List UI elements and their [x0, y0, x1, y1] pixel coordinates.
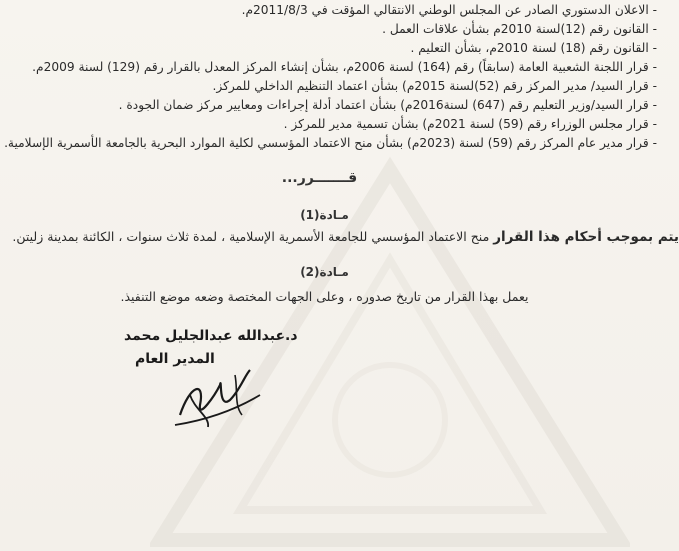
- decision-heading: قـــــــرر...: [281, 170, 358, 186]
- preamble-line-7: - قرار مجلس الوزراء رقم (59) لسنة 2021م) بشأن تسمية مدير للمركز .: [283, 117, 657, 131]
- article-1-text: [0, 229, 679, 245]
- signatory-name: د.عبدالله عبدالجليل محمد: [124, 328, 298, 344]
- signatory-title: المدير العام: [135, 351, 215, 367]
- article-1-lead: يتم بموجب أحكام هذا القرار: [493, 229, 679, 245]
- preamble-line-3: - القانون رقم (18) لسنة 2010م، بشأن التعليم .: [410, 41, 657, 55]
- preamble-line-2: - القانون رقم (12)لسنة 2010م بشأن علاقات العمل .: [382, 22, 657, 36]
- article-2-heading: مـادة(2): [300, 265, 349, 279]
- handwritten-signature: [160, 355, 270, 435]
- preamble-line-6: - قرار السيد/وزير التعليم رقم (647) لسنة2016م) بشأن اعتماد أدلة إجراءات ومعايير مركز ضمان الجودة .: [118, 98, 657, 112]
- preamble-line-4: - قرار اللجنة الشعبية العامة (سابقاً) رقم (164) لسنة 2006م، بشأن إنشاء المركز المعدل بالقرار رقم (129) لسنة 2009م.: [32, 60, 657, 74]
- article-1-body: منح الاعتماد المؤسسي للجامعة الأسمرية الإسلامية ، لمدة ثلاث سنوات ، الكائنة بمدينة زليتن.: [12, 229, 494, 244]
- article-2-text: يعمل بهذا القرار من تاريخ صدوره ، وعلى الجهات المختصة وضعه موضع التنفيذ.: [120, 289, 529, 304]
- preamble-line-5: - قرار السيد/ مدير المركز رقم (52)لسنة 2015م) بشأن اعتماد التنظيم الداخلي للمركز.: [212, 79, 657, 93]
- preamble-line-1: - الاعلان الدستوري الصادر عن المجلس الوطني الانتقالي المؤقت في 2011/8/3م.: [241, 3, 657, 17]
- article-1-heading: مـادة(1): [300, 208, 349, 222]
- preamble-line-8: - قرار مدير عام المركز رقم (59) لسنة (2023م) بشأن منح الاعتماد المؤسسي لكلية الموارد البحرية بالجامعة الأسمرية الإسلامية.: [4, 136, 657, 150]
